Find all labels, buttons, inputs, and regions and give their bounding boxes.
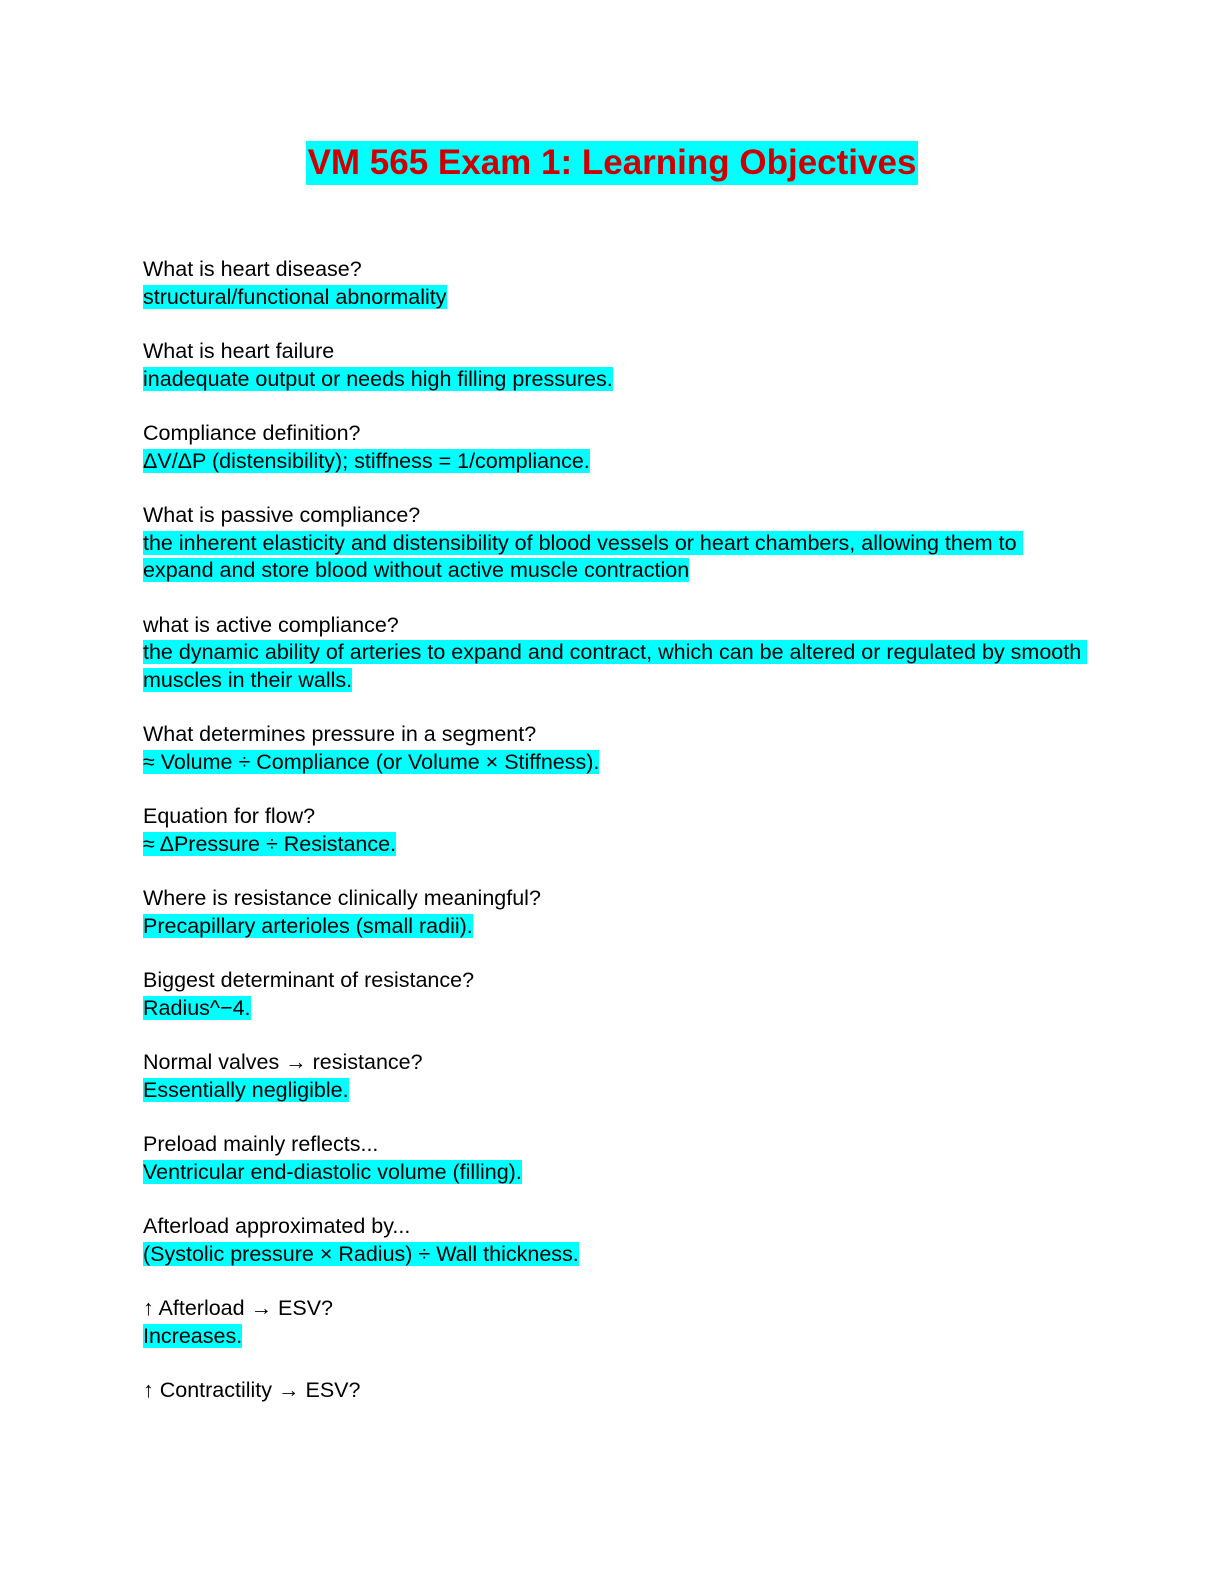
qa-item <box>143 420 1083 475</box>
qa-item <box>143 967 1083 1022</box>
qa-item <box>143 721 1083 776</box>
qa-item <box>143 885 1083 940</box>
answer-text: inadequate output or needs high filling pressures. <box>143 366 613 391</box>
qa-item <box>143 1049 1083 1104</box>
answer-text: ≈ Volume ÷ Compliance (or Volume × Stiffness). <box>143 749 600 774</box>
question-text: What is heart failure <box>143 339 335 363</box>
answer-text: Precapillary arterioles (small radii). <box>143 913 473 938</box>
question-text: Compliance definition? <box>143 421 361 445</box>
question-text: Equation for flow? <box>143 804 316 828</box>
answer-text: the dynamic ability of arteries to expand and contract, which can be altered or regulated by smooth muscles in their walls. <box>143 640 1088 692</box>
question-text: Where is resistance clinically meaningful? <box>143 886 541 910</box>
qa-item <box>143 803 1083 858</box>
question-text: Preload mainly reflects... <box>143 1132 379 1156</box>
qa-item <box>143 338 1083 393</box>
document-title: VM 565 Exam 1: Learning Objectives <box>306 141 919 185</box>
title-container <box>0 141 1224 185</box>
question-text: Biggest determinant of resistance? <box>143 968 475 992</box>
answer-text: Increases. <box>143 1323 243 1348</box>
question-text: What is passive compliance? <box>143 503 421 527</box>
qa-item <box>143 1377 1083 1405</box>
question-text: Normal valves → resistance? <box>143 1050 423 1074</box>
answer-text: ≈ ΔPressure ÷ Resistance. <box>143 831 397 856</box>
answer-text: structural/functional abnormality <box>143 284 447 309</box>
qa-item <box>143 1295 1083 1350</box>
question-text: What is heart disease? <box>143 257 362 281</box>
question-text: ↑ Afterload → ESV? <box>143 1296 334 1320</box>
qa-item <box>143 502 1083 585</box>
qa-item <box>143 256 1083 311</box>
answer-text: (Systolic pressure × Radius) ÷ Wall thickness. <box>143 1241 579 1266</box>
question-text: Afterload approximated by... <box>143 1214 411 1238</box>
qa-list <box>143 256 1088 1432</box>
qa-item <box>143 1213 1083 1268</box>
question-text: ↑ Contractility → ESV? <box>143 1378 361 1402</box>
answer-text: Essentially negligible. <box>143 1077 349 1102</box>
answer-text: Radius^−4. <box>143 995 251 1020</box>
answer-text: the inherent elasticity and distensibility of blood vessels or heart chambers, allowing them to expand and store blood without active muscle contraction <box>143 530 1023 582</box>
qa-item <box>143 1131 1083 1186</box>
answer-text: Ventricular end-diastolic volume (filling). <box>143 1159 522 1184</box>
question-text: What determines pressure in a segment? <box>143 722 537 746</box>
question-text: what is active compliance? <box>143 612 399 637</box>
qa-item <box>143 612 1088 695</box>
answer-text: ΔV/ΔP (distensibility); stiffness = 1/compliance. <box>143 448 590 473</box>
